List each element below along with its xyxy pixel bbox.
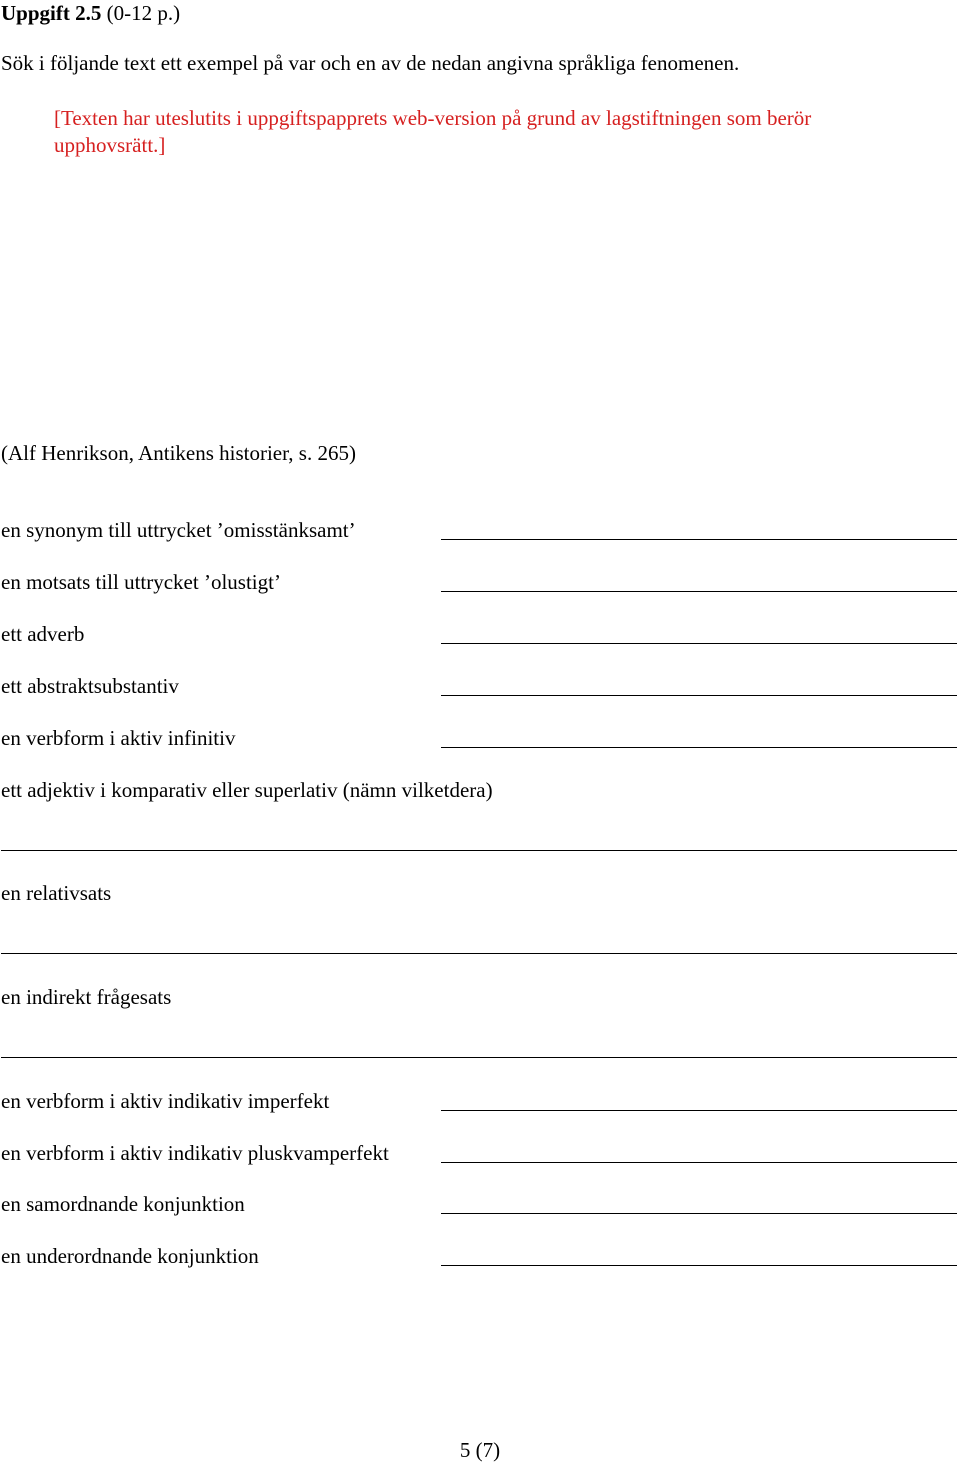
answer-line-subordinating-conjunction[interactable] bbox=[441, 1265, 957, 1266]
question-synonym: en synonym till uttrycket ’omisstänksamt’ bbox=[1, 518, 356, 542]
question-relative-clause: en relativsats bbox=[1, 881, 112, 905]
task-points: (0-12 p.) bbox=[101, 1, 181, 25]
question-pluperfect: en verbform i aktiv indikativ pluskvamperfekt bbox=[1, 1141, 389, 1165]
answer-line-synonym[interactable] bbox=[441, 539, 957, 540]
question-subordinating-conjunction: en underordnande konjunktion bbox=[1, 1244, 259, 1268]
answer-line-relative-clause[interactable] bbox=[1, 953, 957, 954]
question-adjective-degree: ett adjektiv i komparativ eller superlativ (nämn vilketdera) bbox=[1, 778, 493, 802]
answer-line-indirect-question[interactable] bbox=[1, 1057, 957, 1058]
question-indirect-question: en indirekt frågesats bbox=[1, 985, 172, 1009]
answer-line-antonym[interactable] bbox=[441, 591, 957, 592]
answer-line-adjective-degree[interactable] bbox=[1, 850, 957, 851]
task-instruction: Sök i följande text ett exempel på var och en av de nedan angivna språkliga fenomenen. bbox=[1, 51, 740, 75]
answer-line-imperfect[interactable] bbox=[441, 1110, 957, 1111]
question-imperfect: en verbform i aktiv indikativ imperfekt bbox=[1, 1089, 330, 1113]
answer-line-abstract-noun[interactable] bbox=[441, 695, 957, 696]
answer-line-coordinating-conjunction[interactable] bbox=[441, 1213, 957, 1214]
task-label: Uppgift 2.5 bbox=[1, 1, 102, 25]
answer-line-pluperfect[interactable] bbox=[441, 1162, 957, 1163]
answer-line-adverb[interactable] bbox=[441, 643, 957, 644]
task-title bbox=[1, 3, 180, 24]
omitted-text-notice: [Texten har uteslutits i uppgiftspapprets web-version på grund av lagstiftningen som berör upphovsrätt.] bbox=[54, 106, 812, 157]
question-antonym: en motsats till uttrycket ’olustigt’ bbox=[1, 570, 281, 594]
answer-line-infinitive[interactable] bbox=[441, 747, 957, 748]
question-adverb: ett adverb bbox=[1, 622, 85, 646]
question-infinitive: en verbform i aktiv infinitiv bbox=[1, 726, 236, 750]
question-abstract-noun: ett abstraktsubstantiv bbox=[1, 674, 179, 698]
source-citation: (Alf Henrikson, Antikens historier, s. 265) bbox=[1, 441, 356, 465]
page-number: 5 (7) bbox=[459, 1438, 501, 1462]
question-coordinating-conjunction: en samordnande konjunktion bbox=[1, 1192, 245, 1216]
